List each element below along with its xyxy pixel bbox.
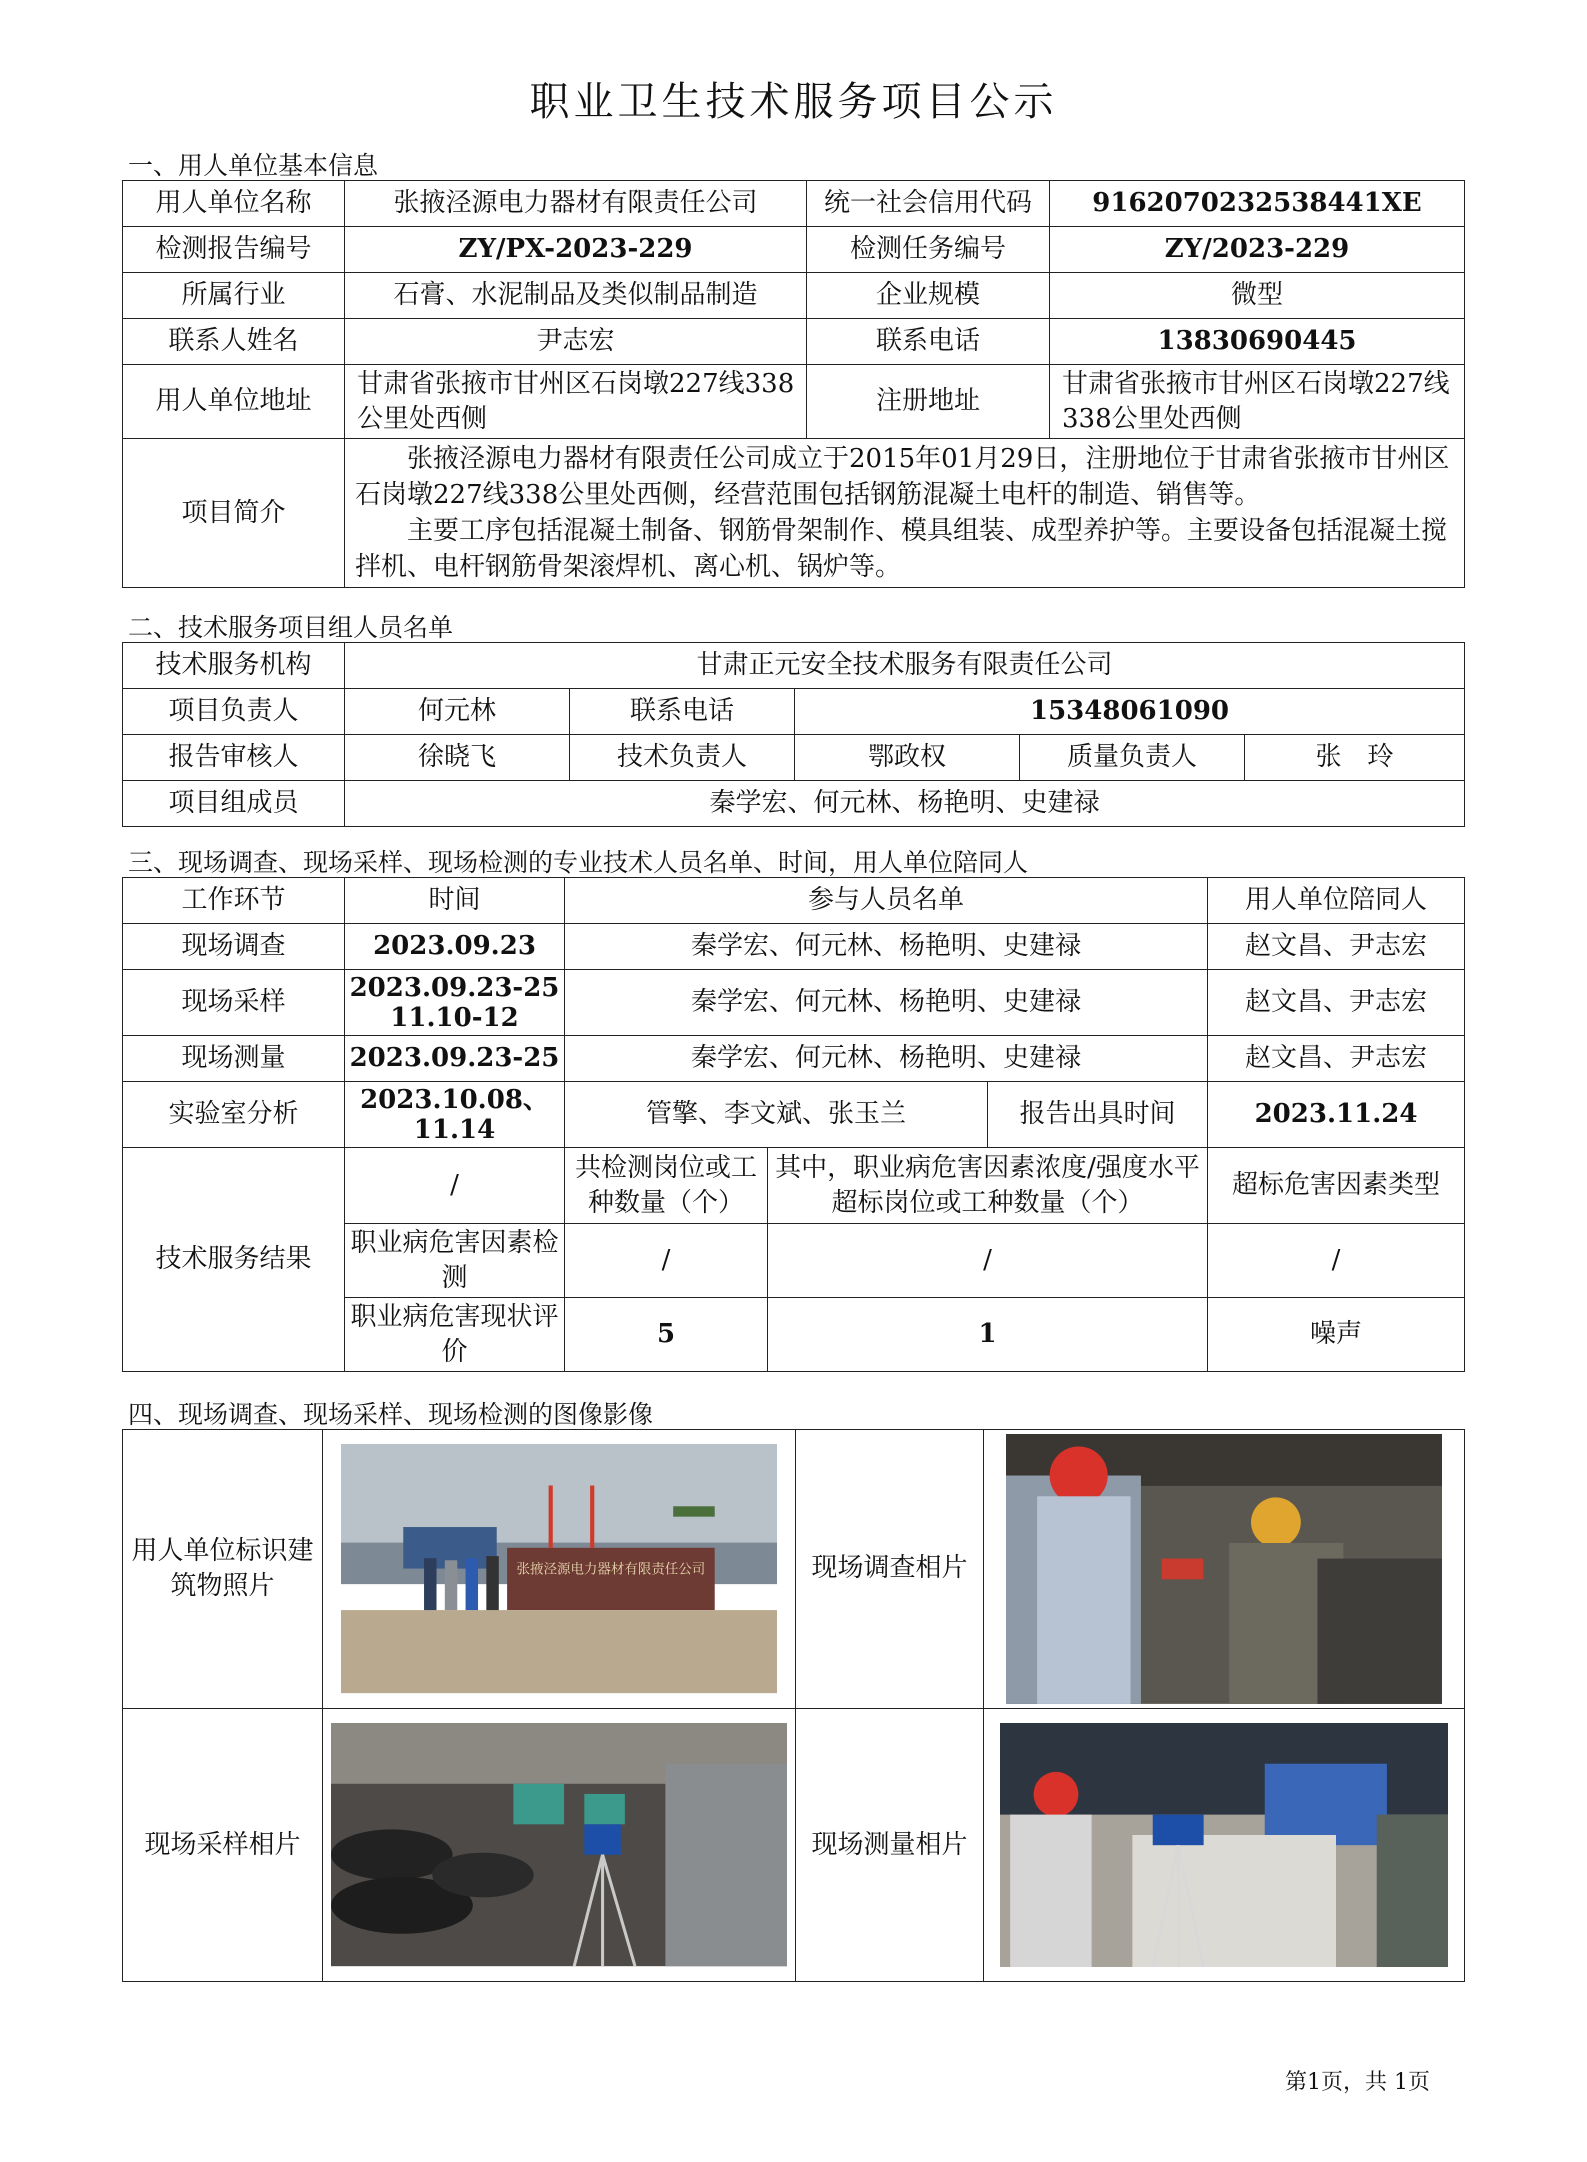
- reviewer-label: 报告审核人: [123, 735, 345, 781]
- credit-code: 9162070232538441XE: [1050, 181, 1465, 227]
- photo-3-cell: [323, 1708, 796, 1981]
- report-date-label: 报告出具时间: [988, 1082, 1208, 1148]
- stage-cell: 现场采样: [123, 970, 345, 1036]
- col-escort: 用人单位陪同人: [1208, 878, 1465, 924]
- escort-cell: 赵文昌、尹志宏: [1208, 924, 1465, 970]
- photo-2-cell: [984, 1430, 1465, 1709]
- time-cell: 2023.09.23-25 11.10-12: [345, 970, 565, 1036]
- phone-label: 联系电话: [807, 319, 1050, 365]
- lead-label: 项目负责人: [123, 689, 345, 735]
- report-no-label: 检测报告编号: [123, 227, 345, 273]
- contact-label: 联系人姓名: [123, 319, 345, 365]
- result-row2-label: 职业病危害现状评价: [345, 1298, 565, 1372]
- unit-name: 张掖泾源电力器材有限责任公司: [345, 181, 807, 227]
- reg-address: 甘肃省张掖市甘州区石岗墩227线338公里处西侧: [1050, 365, 1465, 439]
- section-4-heading: 四、现场调查、现场采样、现场检测的图像影像: [128, 1400, 654, 1429]
- quality-label: 质量负责人: [1020, 735, 1245, 781]
- lead-phone: 15348061090: [795, 689, 1465, 735]
- result-row2-type: 噪声: [1208, 1298, 1465, 1372]
- building-photo: [341, 1444, 777, 1693]
- report-no: ZY/PX-2023-229: [345, 227, 807, 273]
- task-no-label: 检测任务编号: [807, 227, 1050, 273]
- section-1-heading: 一、用人单位基本信息: [128, 151, 379, 180]
- lab-time: 2023.10.08、11.14: [345, 1082, 565, 1148]
- escort-cell: 赵文昌、尹志宏: [1208, 970, 1465, 1036]
- intro-label: 项目简介: [123, 439, 345, 588]
- team-table: [122, 642, 1465, 827]
- measurement-photo: [1000, 1723, 1448, 1967]
- contact: 尹志宏: [345, 319, 807, 365]
- survey-photo: [1006, 1434, 1442, 1704]
- scale: 微型: [1050, 273, 1465, 319]
- industry-label: 所属行业: [123, 273, 345, 319]
- lead-phone-label: 联系电话: [570, 689, 795, 735]
- report-date: 2023.11.24: [1208, 1082, 1465, 1148]
- intro-text: [345, 439, 1465, 588]
- result-label: 技术服务结果: [123, 1148, 345, 1372]
- intro-paragraph-2: 主要工序包括混凝土制备、钢筋骨架制作、模具组装、成型养护等。主要设备包括混凝土搅拌机、电杆钢筋骨架滚焊机、离心机、锅炉等。: [355, 516, 1448, 582]
- result-row1-exceed: /: [768, 1224, 1208, 1298]
- address: 甘肃省张掖市甘州区石岗墩227线338公里处西侧: [345, 365, 807, 439]
- photo-3-label: 现场采样相片: [123, 1708, 323, 1981]
- col-time: 时间: [345, 878, 565, 924]
- lab-people: 管擎、李文斌、张玉兰: [565, 1082, 988, 1148]
- time-cell: 2023.09.23-25: [345, 1036, 565, 1082]
- org-label: 技术服务机构: [123, 643, 345, 689]
- photo-2-label: 现场调查相片: [796, 1430, 984, 1709]
- section-3-heading: 三、现场调查、现场采样、现场检测的专业技术人员名单、时间，用人单位陪同人: [128, 848, 1029, 877]
- time-cell: 2023.09.23: [345, 924, 565, 970]
- scale-label: 企业规模: [807, 273, 1050, 319]
- photo-4-label: 现场测量相片: [796, 1708, 984, 1981]
- sign-text: 张掖泾源电力器材有限责任公司: [516, 1562, 706, 1579]
- photo-table: [122, 1429, 1465, 1982]
- sampling-photo: [331, 1723, 787, 1966]
- members-label: 项目组成员: [123, 781, 345, 827]
- reg-address-label: 注册地址: [807, 365, 1050, 439]
- result-row2-count: 5: [565, 1298, 768, 1372]
- people-cell: 秦学宏、何元林、杨艳明、史建禄: [565, 924, 1208, 970]
- field-work-table: [122, 877, 1465, 1372]
- unit-name-label: 用人单位名称: [123, 181, 345, 227]
- address-label: 用人单位地址: [123, 365, 345, 439]
- task-no: ZY/2023-229: [1050, 227, 1465, 273]
- result-header-slash: /: [345, 1148, 565, 1224]
- page-footer: 第1页，共 1页: [1285, 2070, 1430, 2095]
- intro-paragraph-1: 张掖泾源电力器材有限责任公司成立于2015年01月29日，注册地位于甘肃省张掖市甘州区石岗墩227线338公里处西侧，经营范围包括钢筋混凝土电杆的制造、销售等。: [355, 444, 1450, 510]
- col-stage: 工作环节: [123, 878, 345, 924]
- result-header-type: 超标危害因素类型: [1208, 1148, 1465, 1224]
- basic-info-table: [122, 180, 1465, 588]
- credit-code-label: 统一社会信用代码: [807, 181, 1050, 227]
- escort-cell: 赵文昌、尹志宏: [1208, 1036, 1465, 1082]
- industry: 石膏、水泥制品及类似制品制造: [345, 273, 807, 319]
- result-header-exceed: 其中，职业病危害因素浓度/强度水平超标岗位或工种数量（个）: [768, 1148, 1208, 1224]
- stage-cell: 现场测量: [123, 1036, 345, 1082]
- people-cell: 秦学宏、何元林、杨艳明、史建禄: [565, 970, 1208, 1036]
- result-row1-type: /: [1208, 1224, 1465, 1298]
- table-row: [123, 1036, 1465, 1082]
- org-name: 甘肃正元安全技术服务有限责任公司: [345, 643, 1465, 689]
- page-title: 职业卫生技术服务项目公示: [529, 79, 1058, 125]
- col-people: 参与人员名单: [565, 878, 1208, 924]
- section-2-heading: 二、技术服务项目组人员名单: [128, 613, 454, 642]
- reviewer-name: 徐晓飞: [345, 735, 570, 781]
- tech-name: 鄂政权: [795, 735, 1020, 781]
- result-row1-label: 职业病危害因素检测: [345, 1224, 565, 1298]
- photo-4-cell: [984, 1708, 1465, 1981]
- quality-name: 张 玲: [1245, 735, 1465, 781]
- result-row2-exceed: 1: [768, 1298, 1208, 1372]
- members: 秦学宏、何元林、杨艳明、史建禄: [345, 781, 1465, 827]
- lab-label: 实验室分析: [123, 1082, 345, 1148]
- lead-name: 何元林: [345, 689, 570, 735]
- stage-cell: 现场调查: [123, 924, 345, 970]
- result-row1-count: /: [565, 1224, 768, 1298]
- photo-1-label: 用人单位标识建筑物照片: [123, 1430, 323, 1709]
- people-cell: 秦学宏、何元林、杨艳明、史建禄: [565, 1036, 1208, 1082]
- tech-label: 技术负责人: [570, 735, 795, 781]
- result-header-count: 共检测岗位或工种数量（个）: [565, 1148, 768, 1224]
- photo-1-cell: [323, 1430, 796, 1709]
- phone: 13830690445: [1050, 319, 1465, 365]
- table-row: [123, 924, 1465, 970]
- table-row: [123, 970, 1465, 1036]
